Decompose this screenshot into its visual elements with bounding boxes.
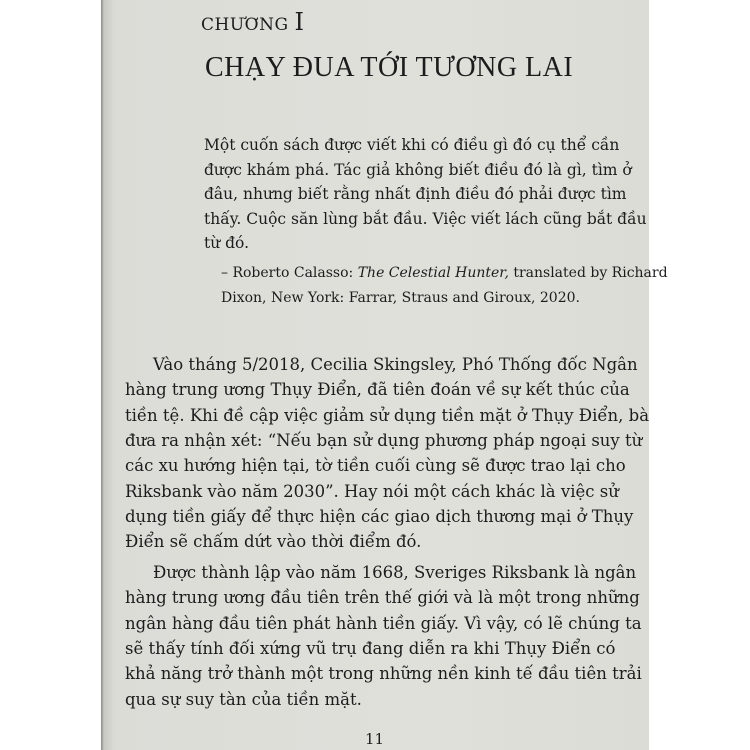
epigraph-attribution	[221, 265, 668, 281]
book-page	[101, 0, 668, 750]
paragraph-line: khả năng trở thành một trong những nền kinh tế đầu tiên trải	[125, 664, 642, 684]
epigraph-attribution-line2: Dixon, New York: Farrar, Straus and Giroux, 2020.	[221, 290, 580, 306]
attribution-title: The Celestial Hunter,	[357, 265, 509, 281]
attribution-author: – Roberto Calasso:	[221, 265, 358, 281]
page-number: 11	[365, 730, 385, 748]
paragraph-line: sẽ thấy tính đối xứng vũ trụ đang diễn ra khi Thụy Điển có	[125, 638, 616, 658]
paragraph-line: tiền tệ. Khi đề cập việc giảm sử dụng tiền mặt ở Thụy Điển, bà	[125, 405, 650, 425]
paragraph-line: dụng tiền giấy để thực hiện các giao dịch thương mại ở Thụy	[125, 506, 634, 526]
epigraph-line: đâu, nhưng biết rằng nhất định điều đó phải được tìm	[204, 185, 627, 203]
paragraph-line: Vào tháng 5/2018, Cecilia Skingsley, Phó Thống đốc Ngân	[153, 355, 638, 374]
epigraph-line: từ đó.	[204, 234, 250, 252]
paragraph-line: hàng trung ương đầu tiên trên thế giới và là một trong những	[125, 588, 640, 608]
paragraph-line: các xu hướng hiện tại, tờ tiền cuối cùng sẽ được trao lại cho	[125, 456, 626, 476]
paragraph-line: Điển sẽ chấm dứt vào thời điểm đó.	[125, 532, 422, 552]
epigraph-line: thấy. Cuộc săn lùng bắt đầu. Việc viết lách cũng bắt đầu	[204, 209, 647, 228]
paragraph-line: qua sự suy tàn của tiền mặt.	[125, 689, 362, 709]
chapter-number: I	[294, 8, 305, 36]
epigraph-line: Một cuốn sách được viết khi có điều gì đó cụ thể cần	[204, 136, 620, 154]
chapter-title: CHẠY ĐUA TỚI TƯƠNG LAI	[205, 52, 574, 83]
paragraph-line: hàng trung ương Thụy Điển, đã tiên đoán về sự kết thúc của	[125, 380, 630, 400]
paragraph-line: đưa ra nhận xét: “Nếu bạn sử dụng phương pháp ngoại suy từ	[125, 430, 643, 450]
paragraph-line: Được thành lập vào năm 1668, Sveriges Riksbank là ngân	[153, 563, 637, 582]
attribution-rest: translated by Richard	[508, 265, 668, 281]
chapter-heading	[201, 8, 304, 36]
paragraph-line: ngân hàng đầu tiên phát hành tiền giấy. Vì vậy, có lẽ chúng ta	[125, 613, 642, 633]
paragraph-line: Riksbank vào năm 2030”. Hay nói một cách khác là việc sử	[125, 481, 619, 501]
epigraph-line: được khám phá. Tác giả không biết điều đó là gì, tìm ở	[204, 160, 632, 179]
chapter-label: CHƯƠNG	[201, 15, 289, 35]
